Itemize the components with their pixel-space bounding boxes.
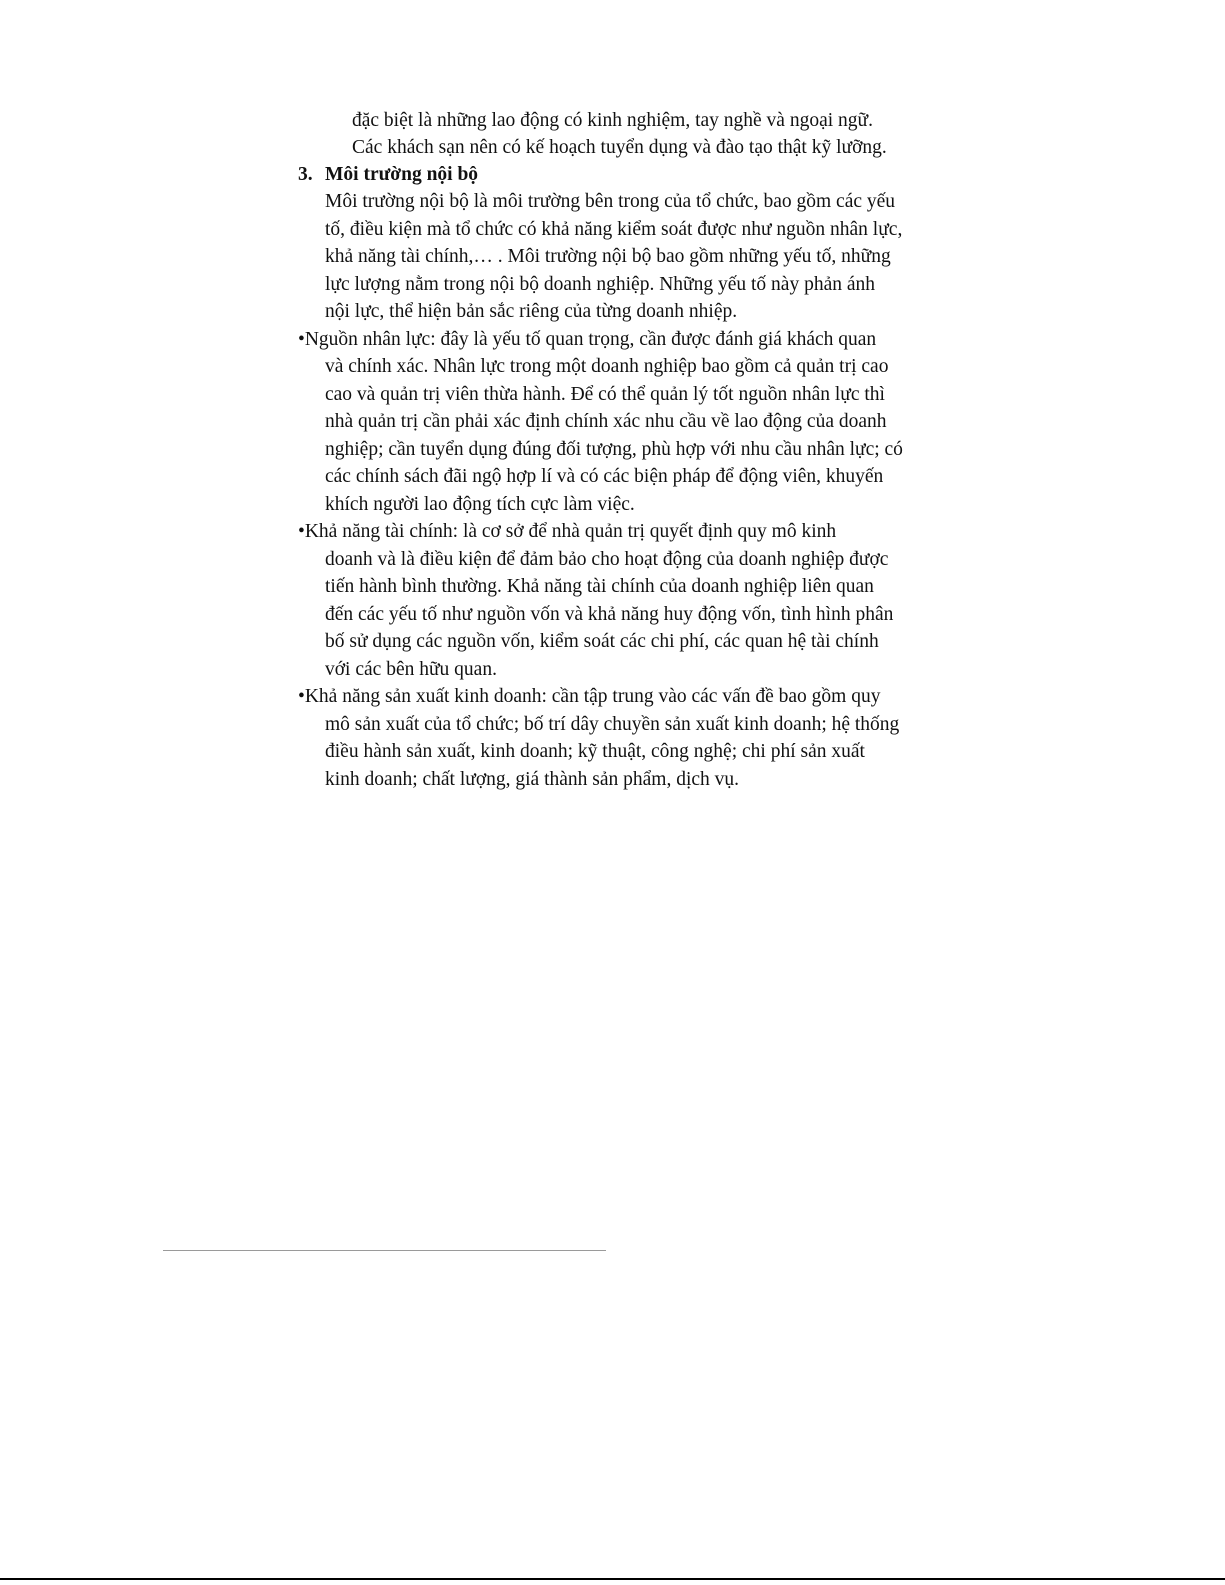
section-title: Môi trường nội bộ xyxy=(325,164,479,185)
bullet-line: nhà quản trị cần phải xác định chính xác nhu cầu về lao động của doanh xyxy=(325,411,887,432)
bullet-first-line: •Khả năng tài chính: là cơ sở để nhà quản trị quyết định quy mô kinh xyxy=(298,521,837,542)
intro-line: đặc biệt là những lao động có kinh nghiệm, tay nghề và ngoại ngữ. xyxy=(352,110,873,131)
bullet-line: cao và quản trị viên thừa hành. Để có thể quản lý tốt nguồn nhân lực thì xyxy=(325,384,885,405)
bullet-line: với các bên hữu quan. xyxy=(325,659,497,680)
section-heading xyxy=(298,161,478,188)
bullet-first-line: •Khả năng sản xuất kinh doanh: cần tập trung vào các vấn đề bao gồm quy xyxy=(298,686,881,707)
bullet-line: các chính sách đãi ngộ hợp lí và có các biện pháp để động viên, khuyến xyxy=(325,466,884,487)
bullet-first-line: •Nguồn nhân lực: đây là yếu tố quan trọng, cần được đánh giá khách quan xyxy=(298,329,877,350)
bullet-line: mô sản xuất của tổ chức; bố trí dây chuyền sản xuất kinh doanh; hệ thống xyxy=(325,714,900,735)
section-body-line: Môi trường nội bộ là môi trường bên trong của tổ chức, bao gồm các yếu xyxy=(325,191,896,212)
section-body-line: khả năng tài chính,… . Môi trường nội bộ bao gồm những yếu tố, những xyxy=(325,246,891,267)
intro-line: Các khách sạn nên có kế hoạch tuyển dụng và đào tạo thật kỹ lưỡng. xyxy=(352,137,887,158)
bullet-line: và chính xác. Nhân lực trong một doanh nghiệp bao gồm cả quản trị cao xyxy=(325,356,889,377)
bullet-line: khích người lao động tích cực làm việc. xyxy=(325,494,635,515)
section-body-line: nội lực, thể hiện bản sắc riêng của từng doanh nhiệp. xyxy=(325,301,738,322)
bullet-line: tiến hành bình thường. Khả năng tài chính của doanh nghiệp liên quan xyxy=(325,576,874,597)
footnote-separator xyxy=(163,1250,606,1251)
page-bottom-border xyxy=(0,1578,1225,1580)
section-body-line: tố, điều kiện mà tổ chức có khả năng kiểm soát được như nguồn nhân lực, xyxy=(325,219,903,240)
section-number: 3. xyxy=(298,164,313,185)
section-body-line: lực lượng nằm trong nội bộ doanh nghiệp. Những yếu tố này phản ánh xyxy=(325,274,876,295)
bullet-line: nghiệp; cần tuyển dụng đúng đối tượng, phù hợp với nhu cầu nhân lực; có xyxy=(325,439,903,460)
bullet-line: đến các yếu tố như nguồn vốn và khả năng huy động vốn, tình hình phân xyxy=(325,604,894,625)
bullet-line: kinh doanh; chất lượng, giá thành sản phẩm, dịch vụ. xyxy=(325,769,740,790)
bullet-line: doanh và là điều kiện để đảm bảo cho hoạt động của doanh nghiệp được xyxy=(325,549,889,570)
bullet-line: bố sử dụng các nguồn vốn, kiểm soát các chi phí, các quan hệ tài chính xyxy=(325,631,879,652)
bullet-line: điều hành sản xuất, kinh doanh; kỹ thuật, công nghệ; chi phí sản xuất xyxy=(325,741,865,762)
